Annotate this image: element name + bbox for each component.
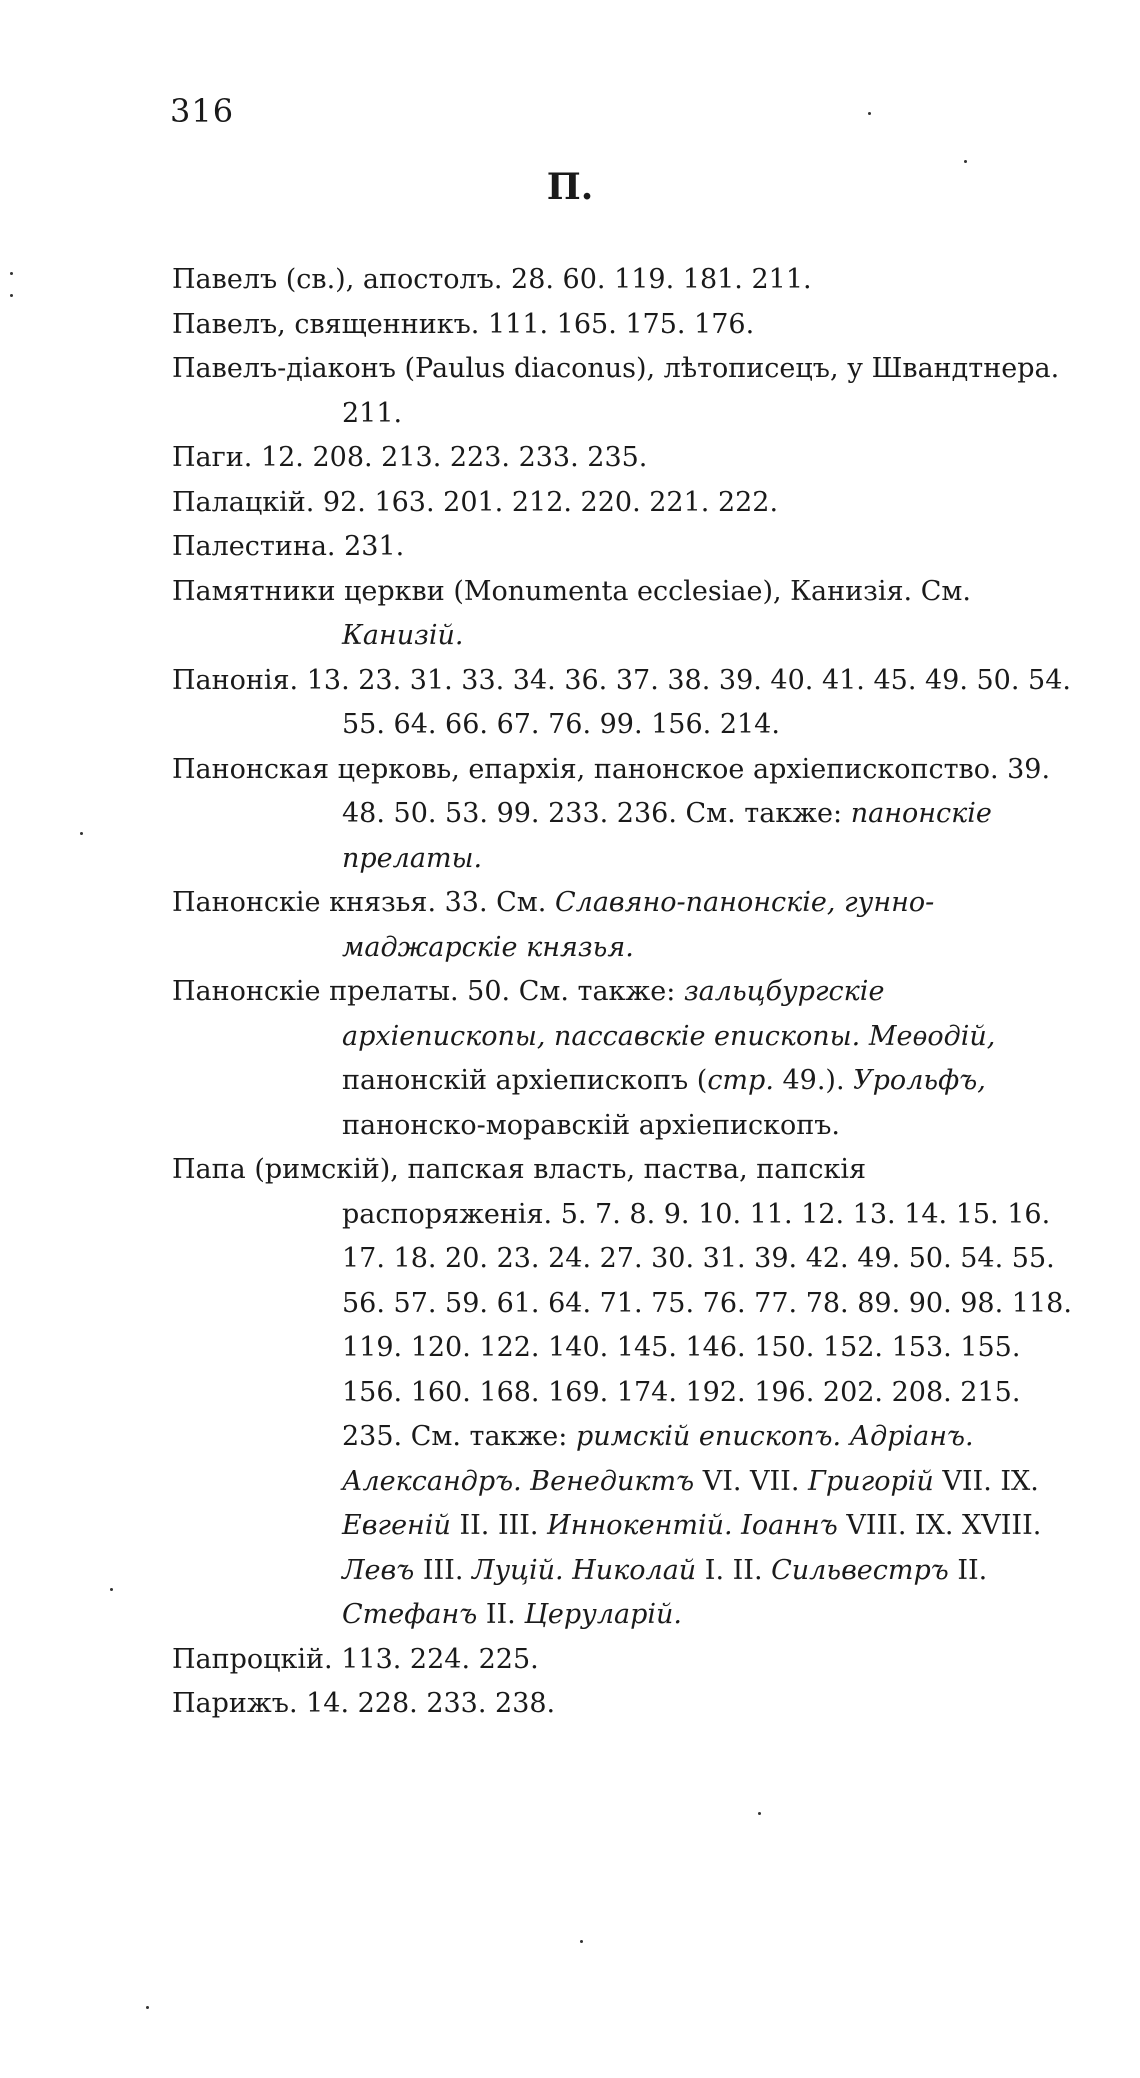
- entry-text: Паги. 12. 208. 213. 223. 233. 235.: [172, 442, 648, 473]
- index-entry: [172, 1682, 1072, 1727]
- entry-text: Памятники церкви (Monumenta ecclesiae), Канизія. См.: [172, 575, 971, 607]
- entry-text: II. III.: [450, 1510, 548, 1541]
- entry-text: VII. IX.: [933, 1465, 1039, 1497]
- scan-speck: [10, 272, 13, 275]
- entry-italic-text: Канизій.: [342, 620, 464, 651]
- scan-speck: [964, 160, 967, 163]
- entry-italic-text: панонскіе прелаты.: [342, 798, 992, 874]
- scan-speck: [110, 1588, 113, 1591]
- entry-text: Палацкій. 92. 163. 201. 212. 220. 221. 222.: [172, 486, 779, 518]
- index-entry: [172, 481, 1072, 526]
- entry-text: Панонскіе прелаты. 50. См. также:: [172, 976, 684, 1007]
- entry-italic-text: римскій епископъ. Адріанъ. Александръ. Венедиктъ: [342, 1421, 974, 1497]
- entry-italic-text: Евгеній: [342, 1510, 451, 1541]
- entry-italic-text: стр.: [707, 1065, 774, 1096]
- entry-italic-text: Иннокентій. Іоаннъ: [547, 1510, 838, 1541]
- section-heading: П.: [546, 166, 594, 208]
- index-entry: [172, 570, 1072, 659]
- entry-text: Павелъ, священникъ. 111. 165. 175. 176.: [172, 308, 755, 340]
- entry-text: Панонскіе князья. 33. См.: [172, 887, 555, 918]
- index-entry: [172, 748, 1072, 882]
- scan-speck: [580, 1940, 583, 1943]
- entry-text: Павелъ (св.), апостолъ. 28. 60. 119. 181. 211.: [172, 264, 812, 295]
- entry-italic-text: Славяно-панонскіе, гунно-маджарскіе князья.: [342, 887, 935, 963]
- entry-italic-text: Сильвестръ: [771, 1554, 949, 1586]
- index-entry: [172, 303, 1072, 348]
- index-entry: [172, 436, 1072, 481]
- index-entries: [172, 258, 1072, 1727]
- entry-italic-text: Церуларій.: [524, 1599, 683, 1630]
- entry-text: II.: [477, 1599, 525, 1630]
- entry-text: Палестина. 231.: [172, 531, 405, 562]
- entry-text: Панонія. 13. 23. 31. 33. 34. 36. 37. 38. 39. 40. 41. 45. 49. 50. 54. 55. 64. 66. 67. 76. 99. 156. 214.: [172, 664, 1071, 740]
- entry-italic-text: Урольфъ,: [853, 1065, 986, 1096]
- index-entry: [172, 970, 1072, 1148]
- index-entry: [172, 258, 1072, 303]
- entry-text: 49.).: [773, 1065, 854, 1096]
- scan-speck: [868, 112, 871, 115]
- scan-speck: [80, 832, 83, 835]
- index-entry: [172, 525, 1072, 570]
- entry-text: III.: [414, 1554, 472, 1586]
- entry-text: VIII. IX. XVIII.: [837, 1510, 1042, 1541]
- entry-text: I. II.: [696, 1554, 772, 1586]
- entry-text: VI. VII.: [694, 1465, 809, 1497]
- entry-text: Панонская церковь, епархія, панонское архіепископство. 39. 48. 50. 53. 99. 233. 236. См. также:: [172, 753, 1051, 829]
- scan-speck: [758, 1812, 761, 1815]
- entry-text: II.: [948, 1554, 988, 1586]
- scan-speck: [146, 2006, 149, 2009]
- page-number: 316: [170, 92, 235, 130]
- entry-text: Папа (римскій), папская власть, паства, папскія распоряженія. 5. 7. 8. 9. 10. 11. 12. 13. 14. 15. 16. 17. 18. 20. 23. 24. 27. 30. 31. 39. 42. 49. 50. 54. 55. 56. 57. 59. 61. 64. 71. 75. 76. 77. 78. 89. 90. 98. 118. 119. 120. 122. 140. 145. 146. 150. 152. 153. 155. 156. 160. 168. 169. 174. 192. 196. 202. 208. 215. 235. См. также:: [172, 1154, 1072, 1452]
- entry-italic-text: Луцій. Николай: [471, 1554, 697, 1586]
- index-entry: [172, 347, 1072, 436]
- scan-speck: [10, 294, 13, 297]
- entry-text: панонско-моравскій архіепископъ.: [342, 1109, 840, 1141]
- entry-text: Папроцкій. 113. 224. 225.: [172, 1643, 539, 1675]
- entry-italic-text: Левъ: [342, 1554, 415, 1586]
- entry-italic-text: Стефанъ: [342, 1599, 478, 1630]
- index-entry: [172, 659, 1072, 748]
- index-entry: [172, 1148, 1072, 1638]
- entry-italic-text: зальцбургскіе архіепископы, пассавскіе епископы. Меѳодій,: [342, 976, 996, 1052]
- index-entry: [172, 1638, 1072, 1683]
- entry-text: панонскій архіепископъ (: [342, 1065, 708, 1096]
- entry-text: Павелъ-діаконъ (Paulus diaconus), лѣтописецъ, у Швандтнера. 211.: [172, 353, 1060, 429]
- entry-text: Парижъ. 14. 228. 233. 238.: [172, 1688, 556, 1719]
- index-entry: [172, 881, 1072, 970]
- entry-italic-text: Григорій: [808, 1465, 934, 1497]
